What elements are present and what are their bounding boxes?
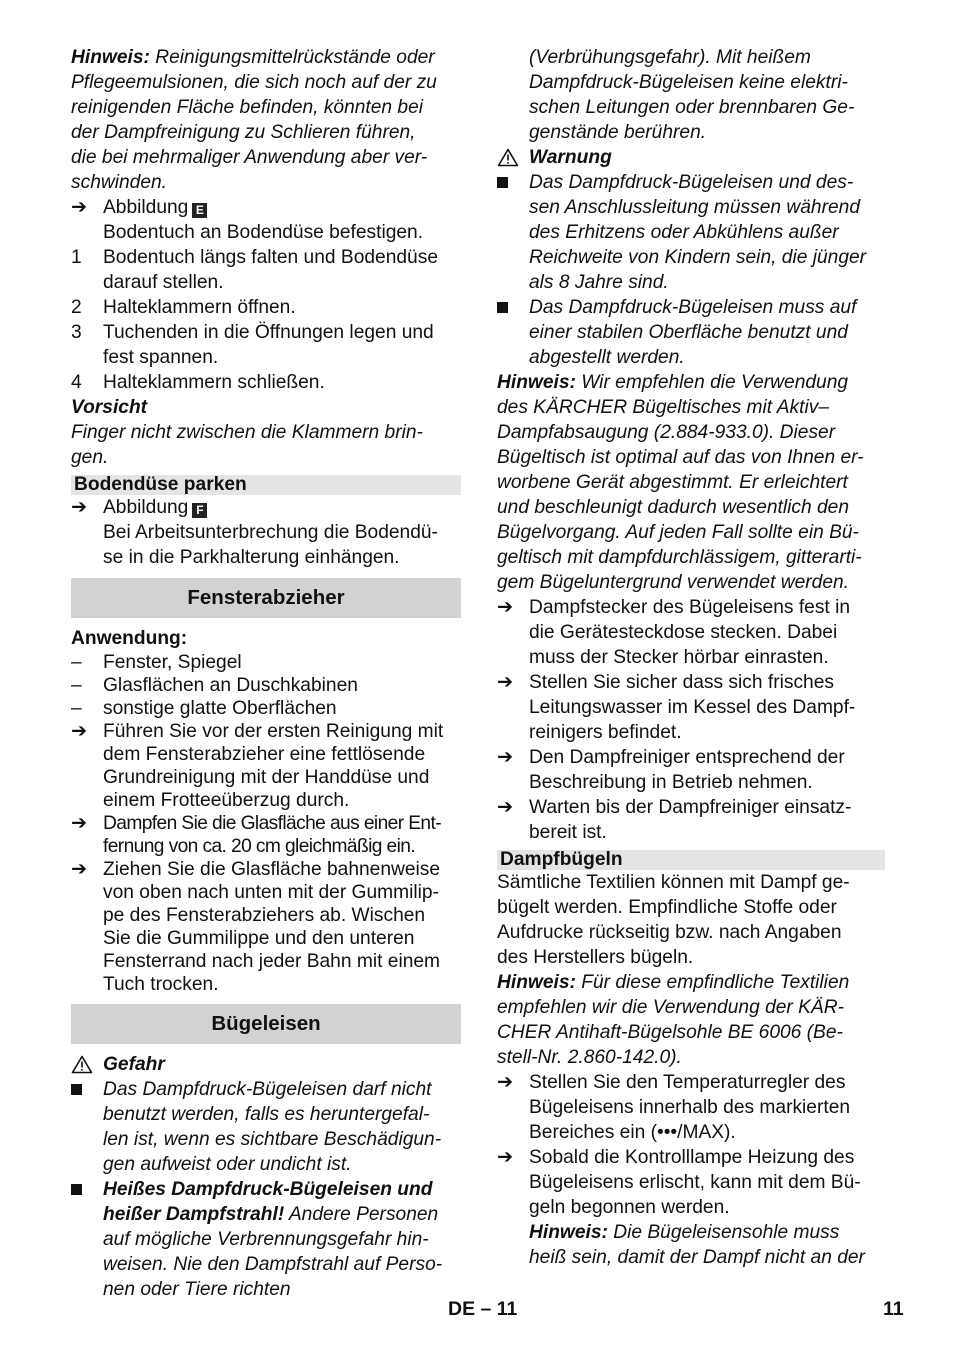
arrow-icon: ➔: [71, 859, 88, 880]
window-step-2: ➔ Dampfen Sie die Glasfläche aus einer Ent- fernung von ca. 20 cm gleichmäßig ein.: [71, 813, 442, 857]
caution-text: Finger nicht zwischen die Klammern brin- gen.: [71, 422, 423, 468]
figure-e-ref: ➔ Abbildung E Bodentuch an Bodendüse befestigen.: [71, 197, 424, 243]
arrow-icon: ➔: [71, 721, 88, 742]
steam-ironing-text: Sämtliche Textilien können mit Dampf ge- bügelt werden. Empfindliche Stoffe oder Aufdrucke rückseitig bzw. nach Angaben des Herstellers bügeln.: [497, 872, 850, 968]
figure-letter-f: F: [192, 503, 207, 518]
footer-section-label: DE – 11: [448, 1298, 518, 1320]
list-item: – Fenster, Spiegel: [71, 652, 242, 673]
prep-step-4: ➔ Warten bis der Dampfreiniger einsatz- bereit ist.: [497, 797, 852, 843]
dash-icon: –: [71, 675, 82, 696]
page-number: 11: [883, 1298, 904, 1320]
arrow-icon: ➔: [71, 197, 88, 218]
arrow-icon: ➔: [497, 1072, 514, 1093]
section-heading-park: Bodendüse parken: [71, 475, 461, 495]
temperature-step: ➔ Stellen Sie den Temperaturregler des Bügeleisens innerhalb des markierten Bereiches ein (•••/MAX).: [497, 1072, 851, 1143]
warning-triangle-icon: [497, 148, 519, 167]
left-column: [71, 45, 461, 1302]
warning-triangle-icon: [71, 1055, 93, 1074]
figure-letter-e: E: [192, 203, 207, 218]
figure-f-ref: ➔ Abbildung F Bei Arbeitsunterbrechung die Bodendü- se in die Parkhalterung einhängen.: [71, 497, 438, 568]
section-heading-steam-ironing: Dampfbügeln: [497, 850, 885, 870]
arrow-icon: ➔: [497, 1147, 514, 1168]
right-column: [497, 45, 885, 1270]
warning-item-1: Das Dampfdruck-Bügeleisen und des- sen Anschlussleitung müssen während des Erhitzens oder Abkühlens außer Reichweite von Kindern sein, die jünger als 8 Jahre sind.: [497, 170, 885, 295]
square-bullet-icon: [71, 1084, 82, 1095]
step-3: 3 Tuchenden in die Öffnungen legen und fest spannen.: [71, 322, 434, 368]
section-heading-iron: Bügeleisen: [71, 1004, 461, 1044]
window-step-3: ➔ Ziehen Sie die Glasfläche bahnenweise von oben nach unten mit der Gummilip- pe des Fensterabziehers ab. Wischen Sie die Gummilippe und den unteren Fensterrand nach jeder Bahn mit einem Tuch trocken.: [71, 859, 441, 995]
dash-icon: –: [71, 698, 82, 719]
square-bullet-icon: [71, 1184, 82, 1195]
danger-continuation: (Verbrühungsgefahr). Mit heißem Dampfdruck-Bügeleisen keine elektri- schen Leitungen oder brennbaren Ge- genstände berühren.: [529, 47, 855, 143]
section-heading-window: Fensterabzieher: [71, 578, 461, 618]
step-4: 4 Halteklammern schließen.: [71, 372, 325, 393]
danger-item-2: Heißes Dampfdruck-Bügeleisen und heißer Dampfstrahl! Andere Personen auf mögliche Verbrennungsgefahr hin- weisen. Nie den Dampfstrahl auf Perso- nen oder Tiere richten: [71, 1177, 461, 1302]
prep-step-3: ➔ Den Dampfreiniger entsprechend der Beschreibung in Betrieb nehmen.: [497, 747, 845, 793]
note-residue: Hinweis: Reinigungsmittelrückstände oder Pflegeemulsionen, die sich noch auf der zu reinigenden Fläche befinden, könnten bei der Dampfreinigung zu Schlieren führen, die bei mehrmaliger Anwendung aber ver- schwinden.: [71, 47, 437, 193]
arrow-icon: ➔: [497, 597, 514, 618]
usage-list: [71, 651, 461, 996]
arrow-icon: ➔: [71, 497, 88, 518]
note-ironing-table: Hinweis: Wir empfehlen die Verwendung des KÄRCHER Bügeltisches mit Aktiv– Dampfabsaugung (2.884-933.0). Dieser Bügeltisch ist optimal auf das von Ihnen er- worbene Gerät abgestimmt. Er erleichtert und beschleunigt dadurch wesentlich den Bügelvorgang. Auf jeden Fall sollte ein Bü- geltisch mit dampfdurchlässigem, gitterarti- gem Bügeluntergrund verwendet werden.: [497, 372, 864, 593]
square-bullet-icon: [497, 302, 508, 313]
danger-heading: Gefahr: [71, 1052, 461, 1077]
list-item: – Glasflächen an Duschkabinen: [71, 675, 358, 696]
arrow-icon: ➔: [497, 797, 514, 818]
square-bullet-icon: [497, 177, 508, 188]
step-1: 1 Bodentuch längs falten und Bodendüse darauf stellen.: [71, 247, 438, 293]
danger-item-1: Das Dampfdruck-Bügeleisen darf nicht benutzt werden, falls es heruntergefal- len ist, wenn es sichtbare Beschädigun- gen aufweist oder undicht ist.: [71, 1077, 461, 1177]
arrow-icon: ➔: [71, 813, 87, 834]
warning-heading: Warnung: [497, 145, 885, 170]
caution-title: Vorsicht: [71, 397, 148, 418]
dash-icon: –: [71, 652, 82, 673]
prep-step-1: ➔ Dampfstecker des Bügeleisens fest in die Gerätesteckdose stecken. Dabei muss der Stecker hörbar einrasten.: [497, 597, 851, 668]
step-2: 2 Halteklammern öffnen.: [71, 297, 296, 318]
warning-item-2: Das Dampfdruck-Bügeleisen muss auf einer stabilen Oberfläche benutzt und abgestellt werden.: [497, 295, 885, 370]
usage-label: Anwendung:: [71, 628, 188, 649]
arrow-icon: ➔: [497, 672, 514, 693]
arrow-icon: ➔: [497, 747, 514, 768]
lamp-step: ➔ Sobald die Kontrolllampe Heizung des Bügeleisens erlischt, kann mit dem Bü- geln begonnen werden. Hinweis: Die Bügeleisensohle muss heiß sein, damit der Dampf nicht an der: [497, 1147, 865, 1268]
prep-step-2: ➔ Stellen Sie sicher dass sich frisches Leitungswasser im Kessel des Dampf- reinigers befindet.: [497, 672, 856, 743]
note-delicate-textiles: Hinweis: Für diese empfindliche Textilien empfehlen wir die Verwendung der KÄR- CHER Antihaft-Bügelsohle BE 6006 (Be- stell-Nr. 2.860-142.0).: [497, 972, 850, 1068]
window-step-1: ➔ Führen Sie vor der ersten Reinigung mit dem Fensterabzieher eine fettlösende Grundreinigung mit der Handdüse und einem Frotteeüberzug durch.: [71, 721, 444, 811]
list-item: – sonstige glatte Oberflächen: [71, 698, 337, 719]
